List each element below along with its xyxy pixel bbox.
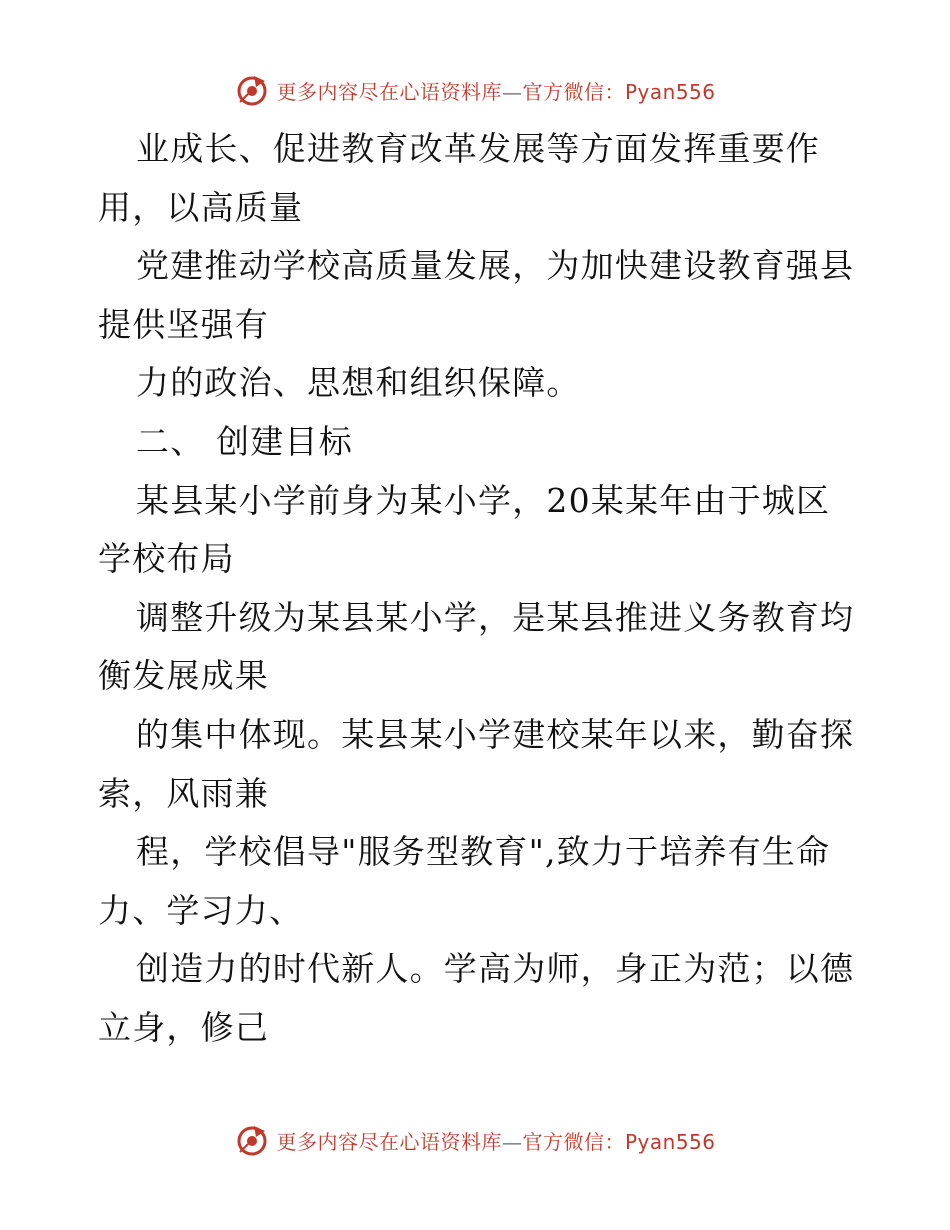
watermark-text	[276, 1126, 715, 1155]
text-line: 提供坚强有	[98, 304, 269, 344]
text-line: 程，学校倡导"服务型教育",致力于培养有生命	[136, 832, 831, 872]
watermark-wechat-id: Pyan556	[624, 79, 716, 104]
watermark-site-name: 更多内容尽在心语资料库	[276, 79, 502, 104]
text-line: 党建推动学校高质量发展，为加快建设教育强县	[136, 246, 855, 286]
watermark-wechat-id: Pyan556	[624, 1129, 716, 1154]
quill-emblem-icon	[234, 1122, 270, 1158]
text-line: 某县某小学前身为某小学，20某某年由于城区	[136, 480, 831, 520]
text-line: 衡发展成果	[98, 656, 269, 696]
text-line: 力、学习力、	[98, 890, 304, 930]
watermark-site-name: 更多内容尽在心语资料库	[276, 1129, 502, 1154]
text-line: 业成长、促进教育改革发展等方面发挥重要作	[136, 129, 820, 168]
text-line: 调整升级为某县某小学，是某县推进义务教育均	[136, 597, 855, 637]
text-line: 创造力的时代新人。学高为师，身正为范；以德	[136, 949, 855, 989]
text-line: 二、 创建目标	[136, 421, 353, 461]
watermark-text	[276, 76, 715, 105]
document-body	[98, 120, 858, 1058]
footer-watermark	[0, 1120, 950, 1160]
text-line: 学校布局	[98, 539, 235, 579]
quill-emblem-icon	[234, 72, 270, 108]
header-watermark	[0, 70, 950, 110]
text-line: 用，以高质量	[98, 187, 304, 227]
watermark-wechat-label: 官方微信：	[522, 1129, 625, 1154]
text-line: 索，风雨兼	[98, 773, 269, 813]
watermark-separator: —	[501, 79, 523, 104]
watermark-wechat-label: 官方微信：	[522, 79, 625, 104]
text-line: 立身，修己	[98, 1007, 269, 1047]
text-line: 力的政治、思想和组织保障。	[136, 363, 581, 403]
watermark-separator: —	[501, 1129, 523, 1154]
text-line: 的集中体现。某县某小学建校某年以来，勤奋探	[136, 714, 855, 754]
